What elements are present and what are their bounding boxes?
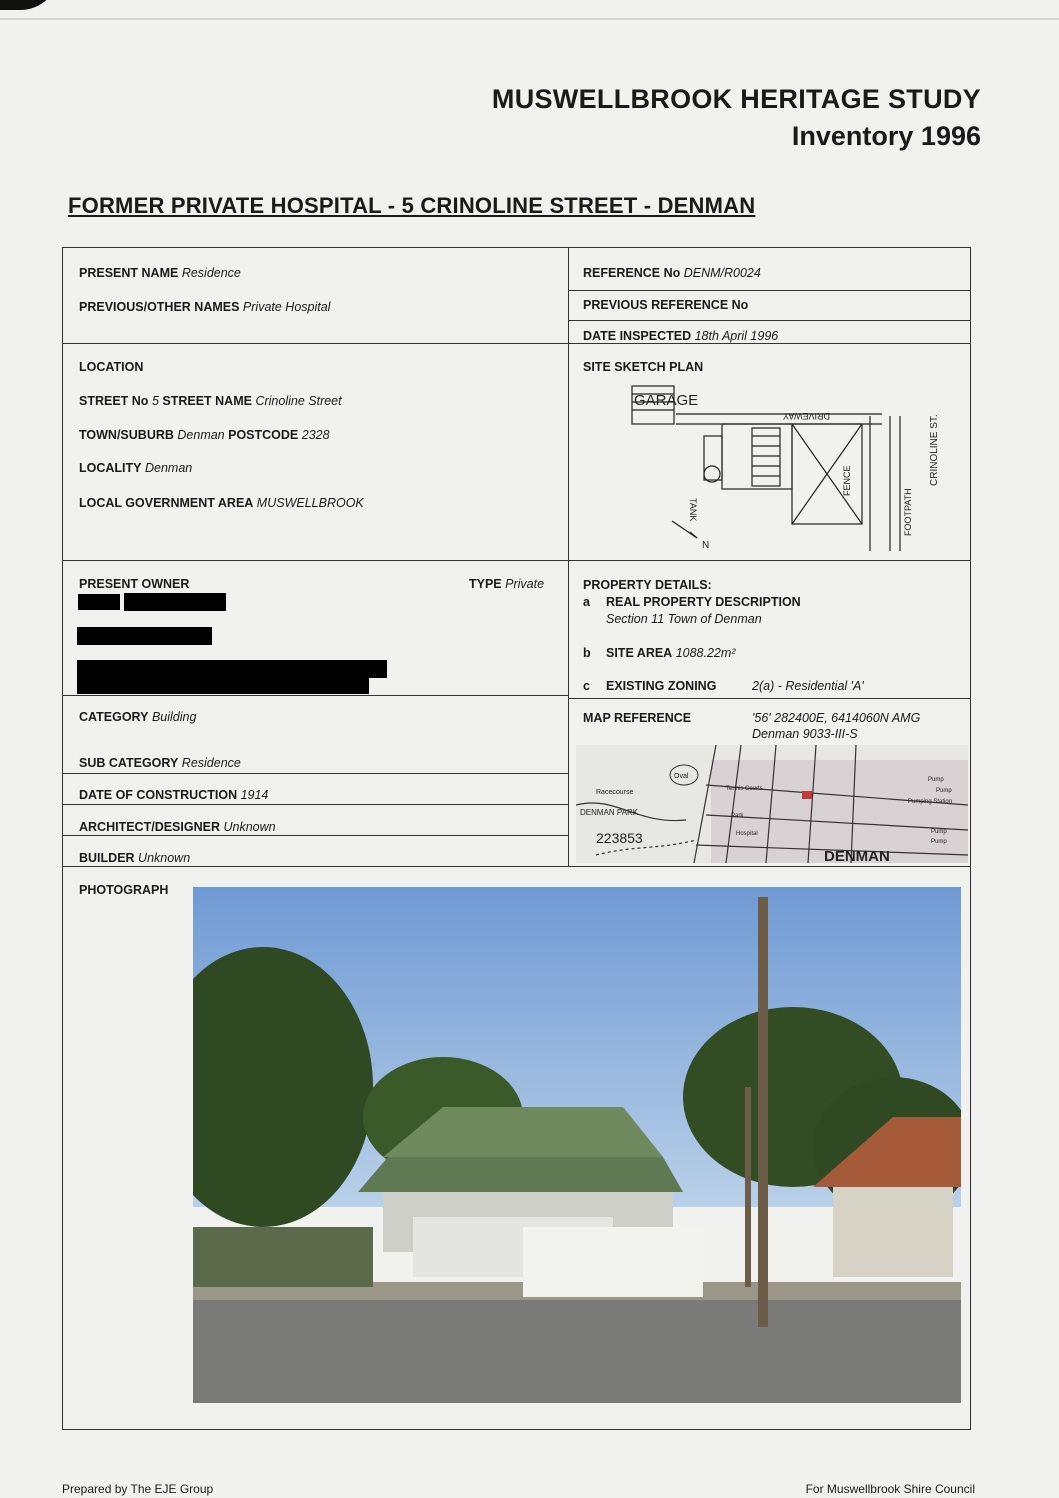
row-divider bbox=[63, 835, 569, 836]
construction-date-label: DATE OF CONSTRUCTION bbox=[79, 788, 238, 802]
row-divider bbox=[63, 695, 569, 696]
property-a-letter: a bbox=[583, 595, 590, 609]
site-sketch-plan bbox=[572, 376, 967, 558]
street-name-label: STREET NAME bbox=[162, 394, 252, 408]
house-photo-illustration bbox=[193, 887, 961, 1403]
locality-label: LOCALITY bbox=[79, 461, 142, 475]
postcode-label: POSTCODE bbox=[228, 428, 299, 442]
sub-category-label: SUB CATEGORY bbox=[79, 756, 179, 770]
construction-date-row bbox=[79, 788, 268, 802]
garage-label: GARAGE bbox=[634, 392, 699, 409]
location-heading: LOCATION bbox=[79, 360, 144, 374]
owner-type-label: TYPE bbox=[469, 577, 502, 591]
postcode-value: 2328 bbox=[301, 428, 330, 442]
scan-corner-mark bbox=[0, 0, 60, 10]
study-subtitle: Inventory 1996 bbox=[791, 121, 981, 151]
map-pump-label: Pump bbox=[931, 829, 947, 835]
zoning-label: EXISTING ZONING bbox=[606, 679, 717, 693]
map-reference-label: MAP REFERENCE bbox=[583, 711, 692, 725]
town-label: TOWN/SUBURB bbox=[79, 428, 174, 442]
footpath-label: FOOTPATH bbox=[903, 488, 913, 536]
architect-row bbox=[79, 820, 276, 834]
present-name-value: Residence bbox=[181, 266, 241, 280]
present-name-row bbox=[79, 266, 241, 280]
present-name-label: PRESENT NAME bbox=[79, 266, 179, 280]
town-row bbox=[79, 428, 330, 442]
topographic-map-excerpt bbox=[576, 745, 968, 863]
property-details-heading: PROPERTY DETAILS: bbox=[583, 578, 712, 592]
row-divider bbox=[63, 343, 970, 344]
construction-date-value: 1914 bbox=[240, 788, 269, 802]
reference-label: REFERENCE No bbox=[583, 266, 681, 280]
row-divider bbox=[569, 290, 970, 291]
reference-row bbox=[583, 266, 761, 280]
redaction-block bbox=[78, 594, 120, 610]
property-c-letter: c bbox=[583, 679, 590, 693]
scan-edge-line bbox=[0, 18, 1059, 20]
owner-type-value: Private bbox=[505, 577, 545, 591]
redaction-block bbox=[77, 676, 369, 694]
architect-label: ARCHITECT/DESIGNER bbox=[79, 820, 220, 834]
street-label: CRINOLINE ST. bbox=[929, 414, 940, 486]
date-inspected-value: 18th April 1996 bbox=[694, 329, 779, 343]
site-sketch-heading: SITE SKETCH PLAN bbox=[583, 360, 704, 374]
row-divider bbox=[63, 866, 970, 867]
category-row bbox=[79, 710, 196, 724]
reference-value: DENM/R0024 bbox=[683, 266, 761, 280]
locality-value: Denman bbox=[144, 461, 193, 475]
map-grid-number: 223853 bbox=[596, 830, 643, 846]
real-property-value: Section 11 Town of Denman bbox=[606, 612, 762, 626]
town-value: Denman bbox=[177, 428, 225, 442]
property-photograph bbox=[193, 887, 961, 1403]
map-reference-sheet: Denman 9033-III-S bbox=[752, 727, 858, 741]
site-area-value: 1088.22m² bbox=[675, 646, 736, 660]
property-b-letter: b bbox=[583, 646, 591, 660]
zoning-value: 2(a) - Residential 'A' bbox=[752, 679, 864, 693]
sub-category-row bbox=[79, 756, 241, 770]
item-title: FORMER PRIVATE HOSPITAL - 5 CRINOLINE STREET - DENMAN bbox=[68, 193, 756, 218]
previous-names-row bbox=[79, 300, 330, 314]
tank-label: TANK bbox=[688, 498, 698, 522]
present-owner-label: PRESENT OWNER bbox=[79, 577, 190, 591]
lga-label: LOCAL GOVERNMENT AREA bbox=[79, 496, 254, 510]
redaction-block bbox=[124, 593, 226, 611]
map-reference-coordinates: '56' 282400E, 6414060N AMG bbox=[752, 711, 921, 725]
map-tennis-label: Tennis Courts bbox=[726, 786, 763, 792]
street-row bbox=[79, 394, 342, 408]
builder-value: Unknown bbox=[138, 851, 191, 865]
site-location-marker bbox=[802, 791, 812, 799]
row-divider bbox=[569, 698, 970, 699]
map-pumping-station-label: Pumping Station bbox=[908, 799, 953, 805]
architect-value: Unknown bbox=[223, 820, 276, 834]
lga-value: MUSWELLBROOK bbox=[256, 496, 364, 510]
redaction-block bbox=[77, 627, 212, 645]
builder-row bbox=[79, 851, 190, 865]
map-pump-label: Pump bbox=[936, 788, 952, 794]
study-title: MUSWELLBROOK HERITAGE STUDY bbox=[491, 84, 981, 114]
previous-names-label: PREVIOUS/OTHER NAMES bbox=[79, 300, 240, 314]
street-no-label: STREET No bbox=[79, 394, 149, 408]
row-divider bbox=[63, 773, 569, 774]
real-property-label: REAL PROPERTY DESCRIPTION bbox=[606, 595, 801, 609]
lga-row bbox=[79, 496, 364, 510]
category-label: CATEGORY bbox=[79, 710, 149, 724]
date-inspected-row bbox=[583, 329, 778, 343]
date-inspected-label: DATE INSPECTED bbox=[583, 329, 692, 343]
owner-type-row bbox=[469, 577, 544, 591]
street-name-value: Crinoline Street bbox=[255, 394, 342, 408]
photograph-label: PHOTOGRAPH bbox=[79, 883, 169, 897]
driveway-label: DRIVEWAY bbox=[782, 411, 830, 421]
map-town-label: DENMAN bbox=[824, 848, 890, 863]
site-area-row bbox=[606, 646, 735, 660]
fence-label: FENCE bbox=[842, 465, 852, 496]
previous-reference-label: PREVIOUS REFERENCE No bbox=[583, 298, 749, 312]
map-oval-label: Oval bbox=[674, 773, 689, 780]
map-park-label: Park bbox=[731, 813, 744, 819]
north-label: N bbox=[702, 540, 710, 551]
footer-prepared-by: Prepared by The EJE Group bbox=[62, 1482, 214, 1496]
map-pump-label: Pump bbox=[928, 777, 944, 783]
site-area-label: SITE AREA bbox=[606, 646, 673, 660]
sub-category-value: Residence bbox=[181, 756, 241, 770]
street-no-value: 5 bbox=[151, 394, 159, 408]
category-value: Building bbox=[151, 710, 197, 724]
map-racecourse-label: Racecourse bbox=[596, 789, 634, 796]
row-divider bbox=[63, 560, 970, 561]
builder-label: BUILDER bbox=[79, 851, 135, 865]
map-denman-park-label: DENMAN PARK bbox=[580, 808, 639, 817]
previous-names-value: Private Hospital bbox=[242, 300, 331, 314]
row-divider bbox=[63, 804, 569, 805]
map-pump-label: Pump bbox=[931, 839, 947, 845]
locality-row bbox=[79, 461, 192, 475]
map-hospital-label: Hospital bbox=[736, 831, 758, 837]
footer-council: For Muswellbrook Shire Council bbox=[805, 1482, 975, 1496]
row-divider bbox=[569, 320, 970, 321]
